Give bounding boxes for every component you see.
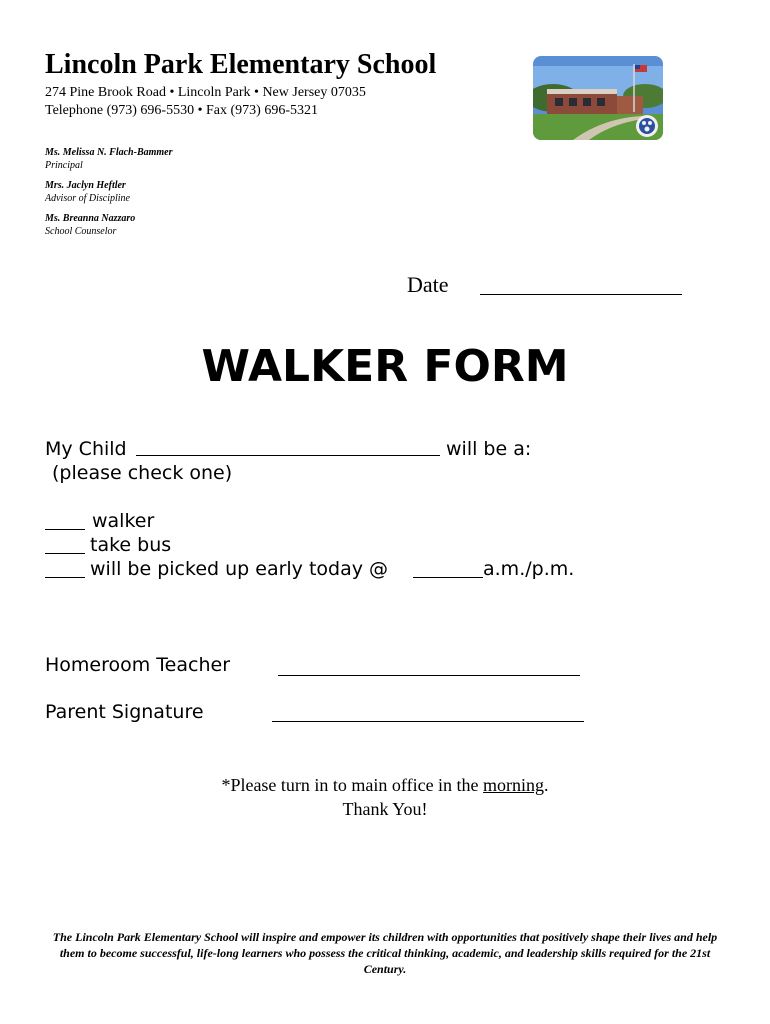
check-instruction: (please check one)	[52, 462, 233, 484]
child-name-field[interactable]	[136, 455, 440, 456]
option-pickup: will be picked up early today @	[90, 558, 389, 580]
staff-name-counselor: Ms. Breanna Nazzaro	[45, 213, 136, 224]
walker-checkbox[interactable]	[45, 529, 85, 530]
child-prefix: My Child	[45, 438, 127, 460]
school-name: Lincoln Park Elementary School	[45, 49, 437, 80]
note-emphasis: morning	[483, 775, 545, 795]
form-title: WALKER FORM	[201, 341, 569, 392]
homeroom-teacher-label: Homeroom Teacher	[45, 654, 230, 676]
note-end: .	[544, 775, 549, 795]
date-field[interactable]	[480, 294, 682, 295]
staff-name-discipline: Mrs. Jaclyn Heftler	[45, 180, 126, 191]
pickup-ampm: a.m./p.m.	[483, 558, 575, 580]
date-label: Date	[407, 272, 449, 297]
school-phone: Telephone (973) 696-5530 • Fax (973) 696-5321	[45, 103, 318, 118]
thank-you: Thank You!	[342, 799, 428, 819]
parent-signature-field[interactable]	[272, 721, 584, 722]
mission-statement: The Lincoln Park Elementary School will inspire and empower its children with opportunities that positively shape their lives and help them to become successful, life-long learners who possess the critical thinking, academic, and leadership skills required for the 21st Century.	[52, 930, 718, 976]
staff-role-principal: Principal	[45, 160, 83, 171]
staff-name-principal: Ms. Melissa N. Flach-Bammer	[45, 147, 173, 158]
school-photo	[533, 56, 663, 140]
child-suffix: will be a:	[446, 438, 532, 460]
turn-in-note	[0, 773, 770, 797]
staff-role-discipline: Advisor of Discipline	[45, 193, 130, 204]
option-walker: walker	[92, 510, 155, 532]
bus-checkbox[interactable]	[45, 553, 85, 554]
staff-role-counselor: School Counselor	[45, 226, 117, 237]
note-text: *Please turn in to main office in the	[221, 775, 484, 795]
pickup-checkbox[interactable]	[45, 577, 85, 578]
option-bus: take bus	[90, 534, 172, 556]
school-address: 274 Pine Brook Road • Lincoln Park • New Jersey 07035	[45, 85, 366, 100]
homeroom-teacher-field[interactable]	[278, 675, 580, 676]
pickup-time-field[interactable]	[413, 577, 483, 578]
parent-signature-label: Parent Signature	[45, 701, 204, 723]
